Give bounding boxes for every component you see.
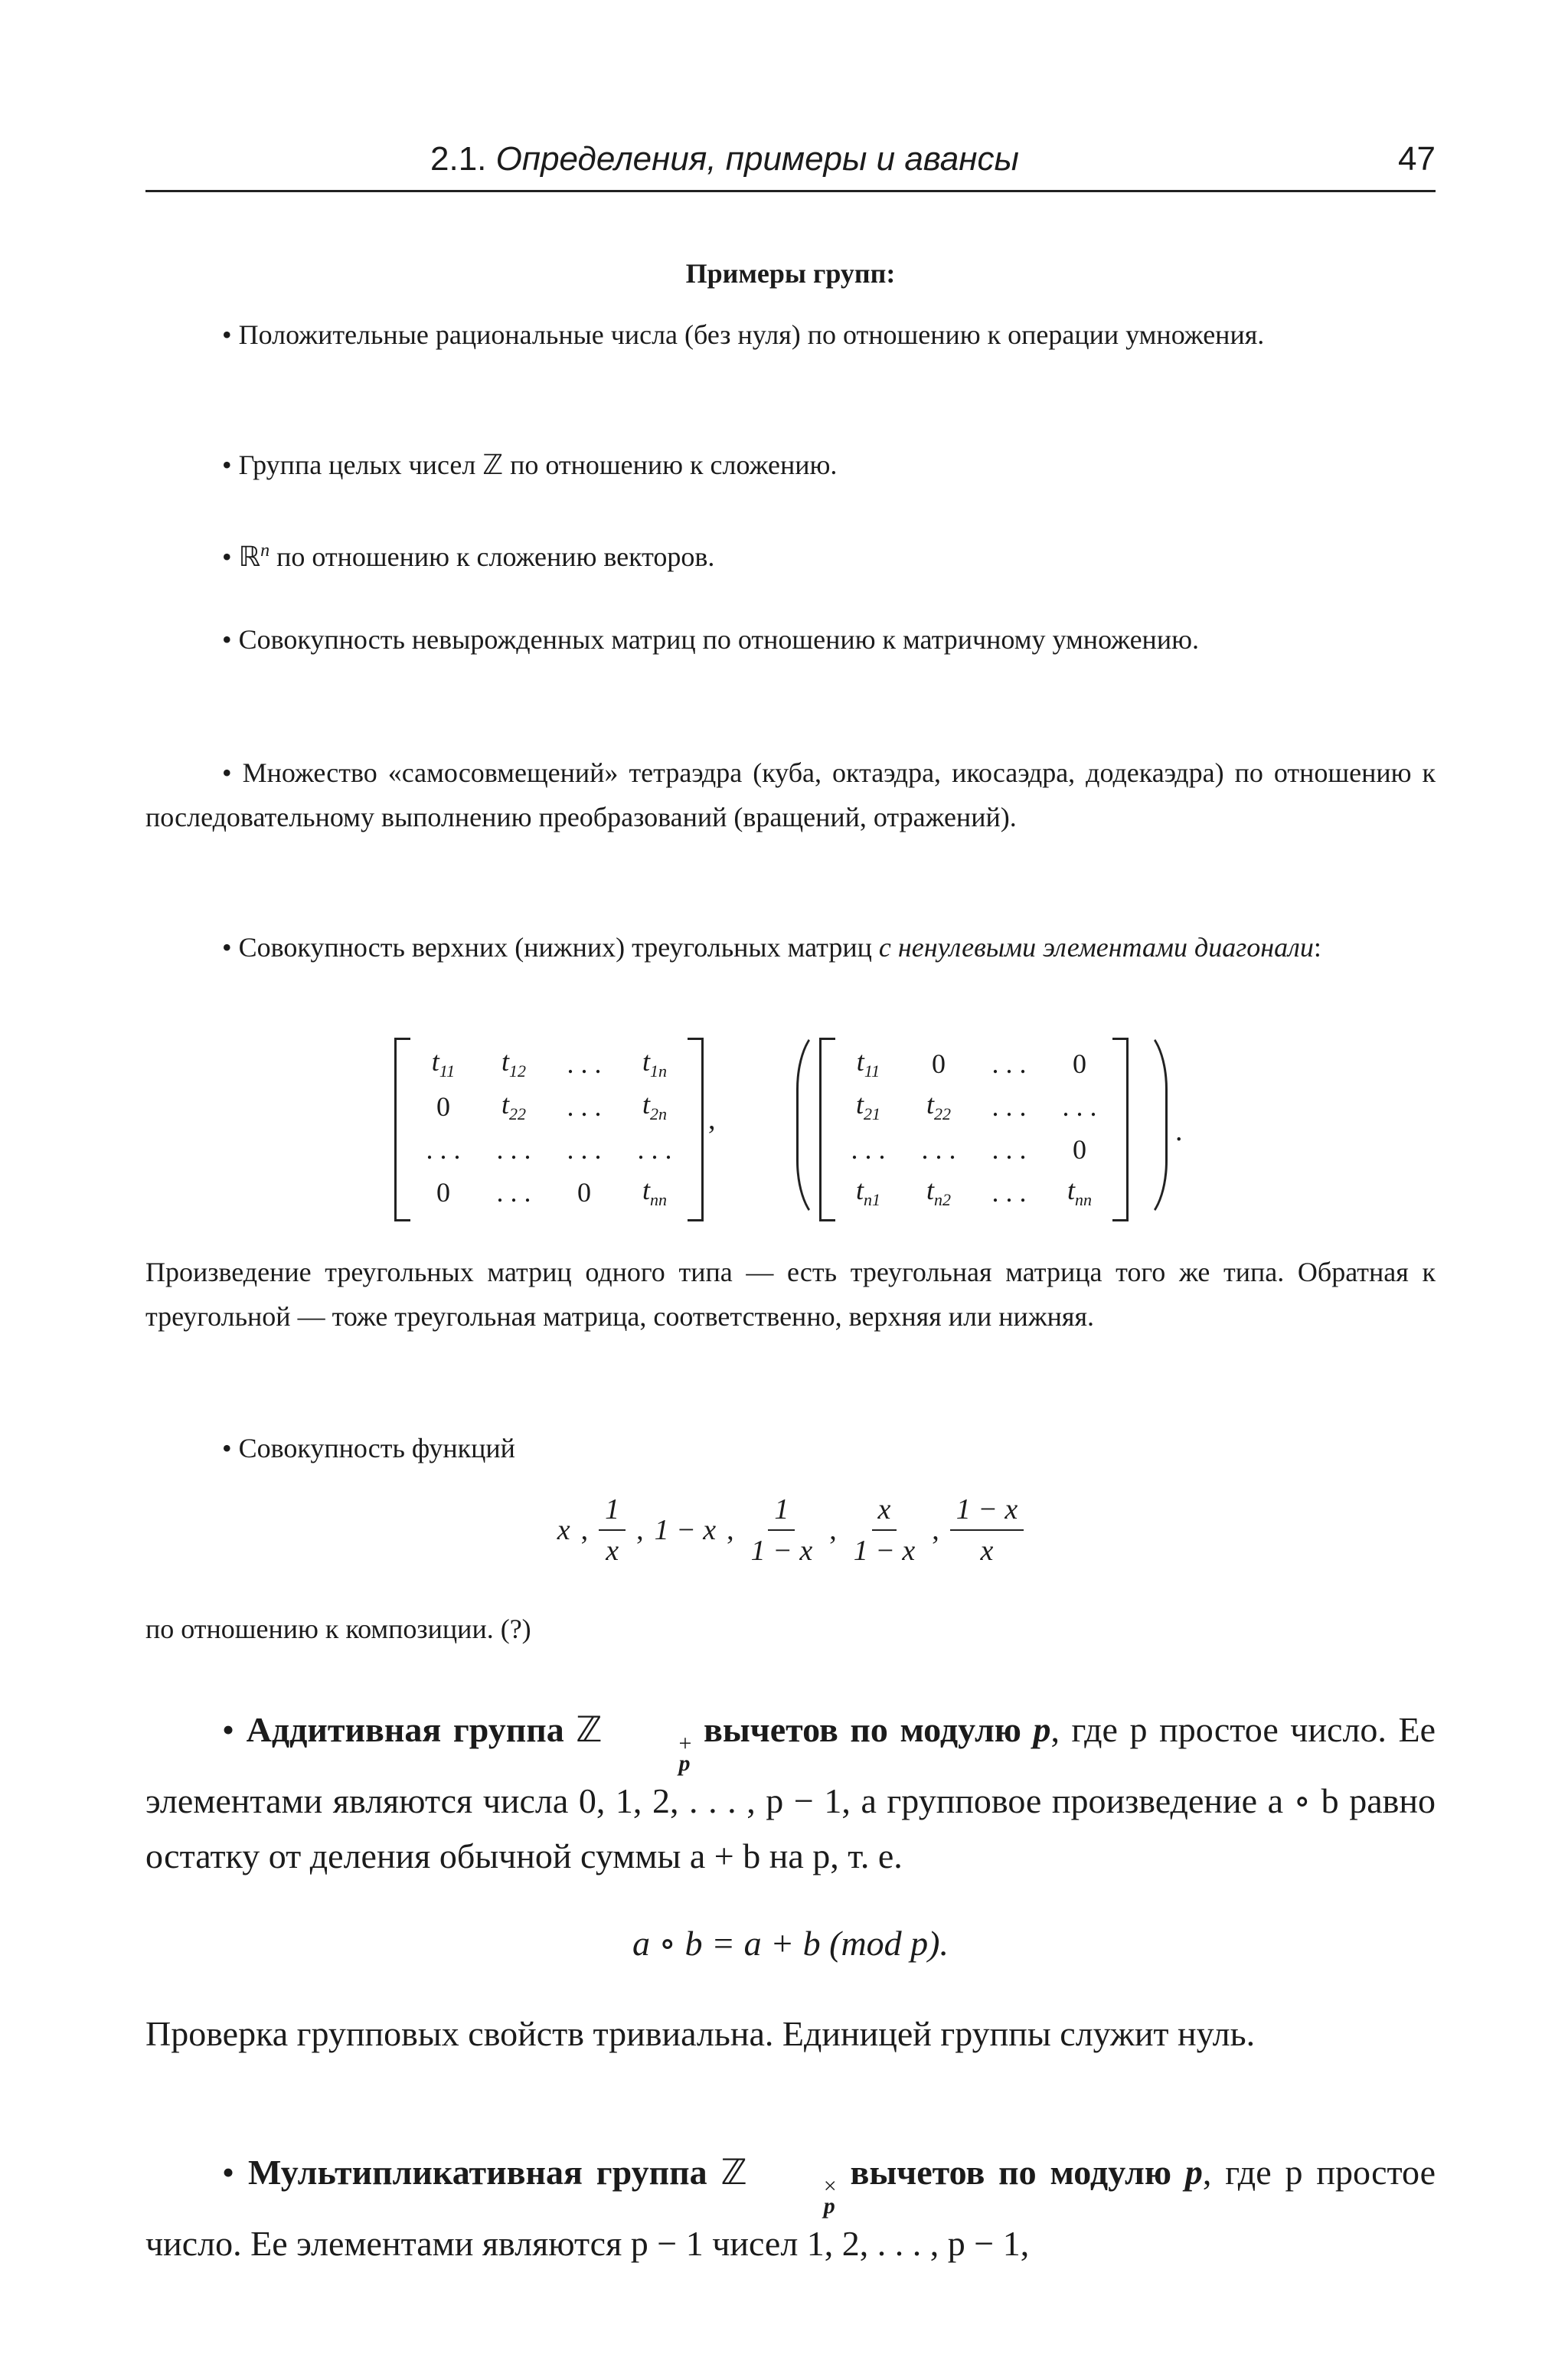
function-item: $\frac{1 - x}{x}$ [950,1489,1024,1571]
matrix-entry: . . . [567,1134,602,1165]
function-item: 1 − x [654,1514,717,1546]
matrix-entry: $t_{21}$ [855,1089,880,1124]
matrix-entry: . . . [991,1091,1027,1122]
function-item: x [557,1514,570,1546]
bullet-integers: • Группа целых чисел ℤ по отношению к сложению. [222,450,838,481]
bullet-symmetries: • Множество «самосовмещений» тетраэдра (куба, октаэдра, икосаэдра, додекаэдра) по отношению к последовательному выполнению преобразований (вращений, отражений). [145,757,1436,832]
bullet-triangular: • Совокупность верхних (нижних) треугольных матриц с ненулевыми элементами диагонали: [222,932,1321,963]
matrix-entry: . . . [991,1048,1027,1079]
triangular-matrices [145,1030,1436,1237]
matrix-entry: . . . [567,1048,602,1079]
matrix-entry: . . . [496,1134,531,1165]
integers-symbol: ℤ [482,450,504,481]
matrix-entry: . . . [567,1091,602,1122]
matrix-row [833,1128,1115,1171]
bracket-left [819,1038,835,1221]
running-header [145,136,1436,192]
reals-symbol: ℝ [238,541,261,573]
bullet-rn: • ℝ$^n$ по отношению к сложению векторов. [222,541,715,573]
triangular-product-paragraph: Произведение треугольных матриц одного типа — есть треугольная матрица того же типа. Обратная к треугольной — тоже треугольная матрица, соответственно, верхняя или нижняя. [145,1257,1436,1332]
function-list: x , $\frac{1}{x}$ , 1 − x , $\frac{1}{1 - x}$ , $\frac{x}{1 - x}$ , $\frac{1 - x}{x}$ [145,1489,1436,1604]
matrix-entry: $t_{12}$ [501,1046,526,1081]
matrix-entry: $t_{22}$ [926,1089,951,1124]
matrix-entry: . . . [496,1177,531,1208]
matrix-row [408,1171,690,1214]
italic-phrase: с ненулевыми элементами диагонали [878,932,1314,963]
bracket-right [688,1038,704,1221]
comma: , [708,1104,716,1136]
function-item: $\frac{1}{x}$ [599,1489,626,1571]
function-item: $\frac{1}{1 - x}$ [745,1489,819,1571]
matrix-entry: . . . [851,1134,886,1165]
modular-formula: a ∘ b = a + b (mod p). [632,1924,949,1963]
matrix-entry: $t_{n1}$ [855,1175,880,1210]
section-number: 2.1. [430,140,487,178]
matrix-entry: $t_{1n}$ [642,1046,667,1081]
matrix-entry: $t_{11}$ [856,1046,880,1081]
matrix-entry: 0 [932,1048,946,1079]
matrix-entry: . . . [1062,1091,1097,1122]
matrix-entry: 0 [436,1177,450,1208]
matrix-entry: 0 [577,1177,591,1208]
matrix-entry: 0 [1073,1048,1086,1079]
page-number: 47 [1398,140,1436,178]
matrix-entry: $t_{nn}$ [642,1175,667,1210]
matrix-entry: $t_{22}$ [501,1089,526,1124]
multiplicative-group-paragraph: • Мультипликативная группа ℤ × p вычетов по модулю p, где p простое число. Ее элементами являются p − 1 чисел 1, 2, . . . , p − 1, [145,2151,1436,2263]
bracket-left [394,1038,410,1221]
matrix-row [408,1085,690,1128]
matrix-entry: . . . [426,1134,461,1165]
upper-triangular-matrix [394,1038,704,1221]
book-page [145,0,1436,2374]
matrix-entry: . . . [991,1134,1027,1165]
matrix-entry: 0 [436,1091,450,1122]
function-item: $\frac{x}{1 - x}$ [848,1489,922,1571]
identity-paragraph: Проверка групповых свойств тривиальна. Единицей группы служит нуль. [145,2014,1256,2053]
matrix-entry: 0 [1073,1134,1086,1165]
paren-right [1138,1027,1168,1223]
lower-triangular-matrix [819,1038,1129,1221]
matrix-row [408,1128,690,1171]
section-title [430,136,1019,182]
bullet-matrices: • Совокупность невырожденных матриц по отношению к матричному умножению. [222,624,1199,655]
matrix-entry: $t_{n2}$ [926,1175,951,1210]
matrix-entry: . . . [637,1134,672,1165]
matrix-row [833,1085,1115,1128]
examples-heading: Примеры групп: [685,258,896,289]
matrix-row [833,1171,1115,1214]
bullet-functions: • Совокупность функций [222,1433,515,1463]
additive-group-paragraph: • Аддитивная группа ℤ + p вычетов по модулю p, где p простое число. Ее элементами являются числа 0, 1, 2, . . . , p − 1, а групповое произведение a ∘ b равно остатку от деления обычной суммы a + b на p, т. е. [145,1709,1436,1875]
period: . [1175,1115,1183,1147]
matrix-entry: . . . [921,1134,956,1165]
matrix-row [408,1042,690,1085]
matrix-entry: $t_{nn}$ [1067,1175,1092,1210]
matrix-entry: $t_{2n}$ [642,1089,667,1124]
composition-paragraph: по отношению к композиции. (?) [145,1614,531,1644]
bullet-rationals: • Положительные рациональные числа (без нуля) по отношению к операции умножения. [222,319,1265,350]
matrix-row [833,1042,1115,1085]
matrix-entry: $t_{11}$ [431,1046,456,1081]
section-name: Определения, примеры и авансы [495,140,1019,178]
bracket-right [1112,1038,1129,1221]
matrix-entry: . . . [991,1177,1027,1208]
